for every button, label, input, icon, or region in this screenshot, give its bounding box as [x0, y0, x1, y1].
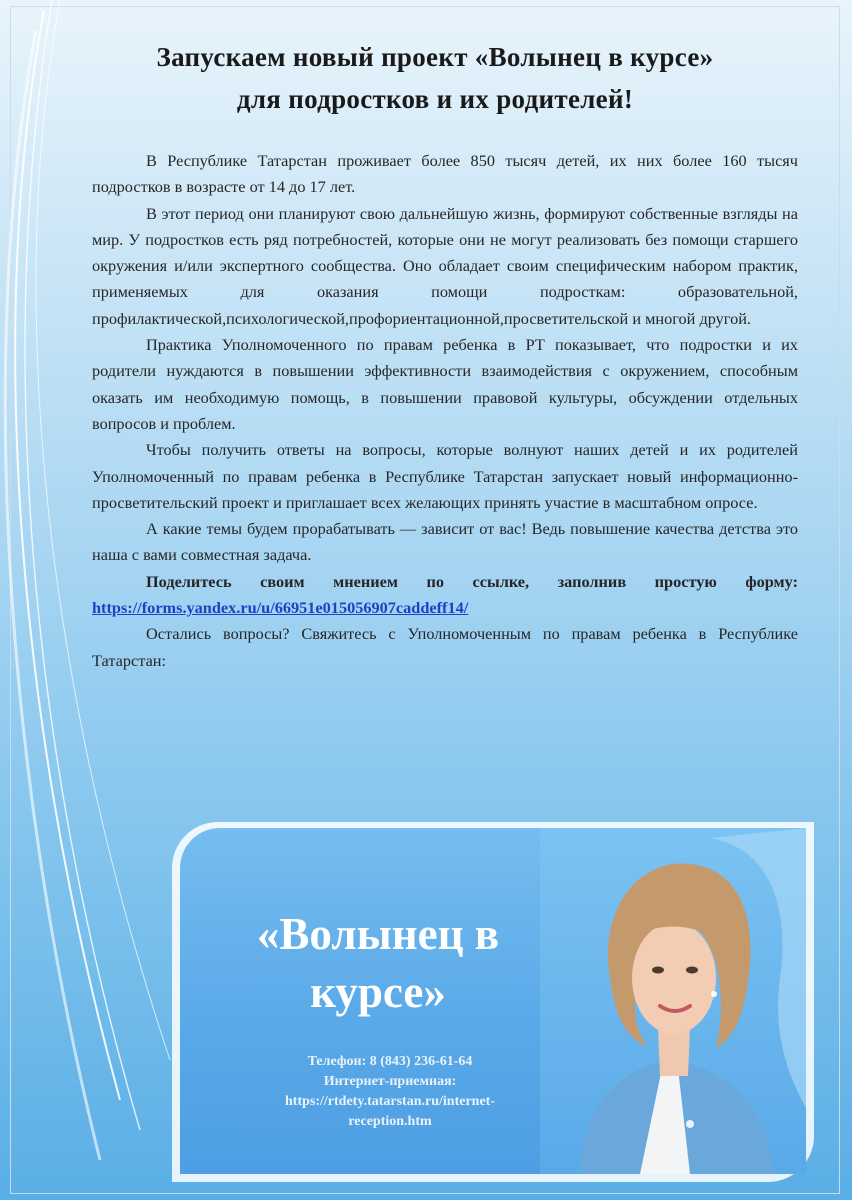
flyer-body: [92, 148, 798, 674]
paragraph-4: Чтобы получить ответы на вопросы, которые волнуют наших детей и их родителей Уполномоченный по правам ребенка в Республике Татарстан запускает новый информационно-просветительский проект и приглашает всех желающих принять участие в масштабном опросе.: [92, 440, 798, 512]
card-title-line-1: «Волынец в: [256, 909, 500, 959]
cta-text: Поделитесь своим мнением по ссылке, заполнив простую форму:: [146, 571, 798, 591]
reception-url-line-2: reception.htm: [348, 1114, 432, 1129]
flyer-title: [60, 36, 810, 120]
phone-number: Телефон: 8 (843) 236-61-64: [307, 1054, 473, 1069]
paragraph-5: А какие темы будем прорабатывать — зависит от вас! Ведь повышение качества детства это наша с вами совместная задача.: [92, 519, 798, 565]
cta-paragraph: [92, 569, 798, 622]
paragraph-1: В Республике Татарстан проживает более 850 тысяч детей, их них более 160 тысяч подростков в возрасте от 14 до 17 лет.: [92, 151, 798, 197]
card-title-line-2: курсе»: [310, 967, 446, 1017]
survey-link[interactable]: https://forms.yandex.ru/u/66951e015056907caddeff14/: [92, 598, 469, 618]
reception-label: Интернет-приемная:: [323, 1074, 457, 1089]
paragraph-2: В этот период они планируют свою дальнейшую жизнь, формируют собственные взгляды на мир. У подростков есть ряд потребностей, которые они не могут реализовать без помощи старшего окружения и/или экспертного сообщества. Оно обладает своим специфическим набором практик, применяемых для оказания помощи подросткам: образовательной, профилактической,психологической,профориентационной,просветительской и многой другой.: [92, 203, 798, 328]
paragraph-3: Практика Уполномоченного по правам ребенка в РТ показывает, что подростки и их родители нуждаются в повышении эффективности взаимодействия с окружением, способным оказать им необходимую помощь, в повышении правовой культуры, обсуждении отдельных вопросов и проблем.: [92, 335, 798, 433]
card-title: [228, 905, 528, 1021]
woman-portrait-photo: [540, 828, 806, 1174]
title-line-1: Запускаем новый проект «Волынец в курсе»: [156, 42, 714, 72]
contact-block: [240, 1052, 540, 1132]
title-line-2: для подростков и их родителей!: [236, 84, 634, 114]
reception-url-line-1: https://rtdety.tatarstan.ru/internet-: [285, 1094, 495, 1109]
closing-paragraph: Остались вопросы? Свяжитесь с Уполномоченным по правам ребенка в Республике Татарстан:: [92, 624, 798, 670]
